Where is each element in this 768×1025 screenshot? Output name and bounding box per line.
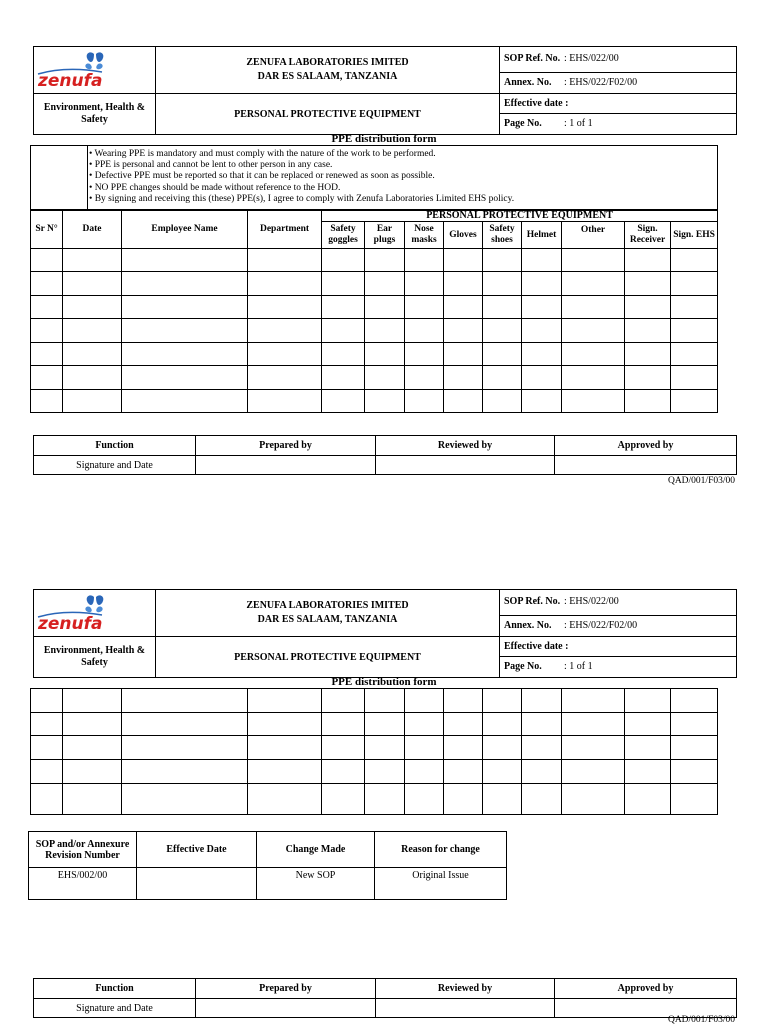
effective-date-header: Effective Date	[137, 832, 257, 868]
reviewed-by-label: Reviewed by	[376, 979, 555, 999]
table-row[interactable]	[31, 760, 718, 784]
table-row[interactable]	[31, 343, 718, 366]
col-sign-ehs: Sign. EHS	[671, 222, 718, 249]
ppe-group-header: PERSONAL PROTECTIVE EQUIPMENT	[322, 210, 718, 222]
table-row[interactable]	[31, 736, 718, 760]
sop-ref-value: : EHS/022/00	[564, 53, 619, 64]
table-row[interactable]	[31, 272, 718, 296]
signature-table	[33, 435, 737, 475]
table-row[interactable]	[31, 296, 718, 319]
zenufa-logo	[36, 50, 106, 92]
table-row[interactable]	[31, 366, 718, 390]
sop-ref-value: : EHS/022/00	[564, 596, 619, 607]
company-location: DAR ES SALAAM, TANZANIA	[257, 614, 398, 625]
table-row[interactable]	[31, 713, 718, 736]
form-reference: QAD/001/F03/00	[667, 476, 735, 486]
sop-info-bottom	[500, 637, 737, 678]
company-name: ZENUFA LABORATORIES IMITED	[246, 57, 409, 68]
col-sign-receiver: Sign. Receiver	[625, 222, 671, 249]
col-other: Other	[562, 222, 625, 249]
sop-info-top	[500, 47, 737, 94]
page1-header-table	[33, 46, 737, 135]
col-sr-no: Sr N°	[31, 210, 63, 249]
sop-info-bottom	[500, 94, 737, 135]
annex-row	[500, 616, 736, 636]
department-label: Environment, Health & Safety	[34, 94, 156, 135]
page-no-label: Page No.	[504, 661, 542, 672]
annex-label: Annex. No.	[504, 620, 552, 631]
approved-by-signature[interactable]	[555, 456, 737, 475]
annex-label: Annex. No.	[504, 77, 552, 88]
ppe-continuation-table	[30, 688, 718, 815]
document-title: PERSONAL PROTECTIVE EQUIPMENT	[156, 94, 500, 135]
svg-text:zenufa: zenufa	[38, 614, 103, 634]
company-name: ZENUFA LABORATORIES IMITED	[246, 600, 409, 611]
table-row[interactable]	[31, 249, 718, 272]
note-item: • By signing and receiving this (these) PPE(s), I agree to comply with Zenufa Laboratories Limited EHS policy.	[89, 193, 515, 204]
approved-by-label: Approved by	[555, 436, 737, 456]
table-row[interactable]	[31, 390, 718, 413]
table-row[interactable]	[31, 319, 718, 343]
reviewed-by-signature[interactable]	[376, 456, 555, 475]
effective-date-value	[137, 868, 257, 900]
page2-header-table	[33, 589, 737, 678]
col-department: Department	[248, 210, 322, 249]
form-reference: QAD/001/F03/00	[667, 1015, 735, 1025]
note-item: • PPE is personal and cannot be lent to other person in any case.	[89, 160, 333, 171]
col-nose-masks: Nose masks	[405, 222, 444, 249]
company-location: DAR ES SALAAM, TANZANIA	[257, 71, 398, 82]
annex-value: : EHS/022/F02/00	[564, 77, 638, 88]
table-row[interactable]	[31, 689, 718, 713]
company-title	[156, 47, 500, 94]
sop-ref-row	[500, 47, 736, 73]
logo-cell	[34, 47, 156, 94]
company-title	[156, 590, 500, 637]
col-date: Date	[63, 210, 122, 249]
table-row[interactable]	[31, 784, 718, 815]
col-employee-name: Employee Name	[122, 210, 248, 249]
signature-table	[33, 978, 737, 1018]
col-ear-plugs: Ear plugs	[365, 222, 405, 249]
reviewed-by-label: Reviewed by	[376, 436, 555, 456]
ppe-distribution-table	[30, 209, 718, 413]
effective-date-row	[500, 637, 736, 657]
notes-list	[89, 149, 715, 205]
sop-ref-row	[500, 590, 736, 616]
signature-date-label: Signature and Date	[34, 999, 196, 1018]
prepared-by-signature[interactable]	[196, 999, 376, 1018]
effective-date-row	[500, 94, 736, 114]
department-label: Environment, Health & Safety	[34, 637, 156, 678]
document-title: PERSONAL PROTECTIVE EQUIPMENT	[156, 637, 500, 678]
page-no-label: Page No.	[504, 118, 542, 129]
sop-ref-label: SOP Ref. No.	[504, 596, 561, 607]
page-no-row	[500, 657, 736, 677]
reviewed-by-signature[interactable]	[376, 999, 555, 1018]
change-made-value: New SOP	[257, 868, 375, 900]
effective-date-label: Effective date :	[504, 641, 569, 652]
zenufa-logo	[36, 593, 106, 635]
sop-ref-label: SOP Ref. No.	[504, 53, 561, 64]
function-label: Function	[34, 979, 196, 999]
col-helmet: Helmet	[522, 222, 562, 249]
note-item: • Defective PPE must be reported so that it can be replaced or renewed as soon as possible.	[89, 171, 435, 182]
function-label: Function	[34, 436, 196, 456]
note-item: • NO PPE changes should be made without reference to the HOD.	[89, 182, 341, 193]
note-item: • Wearing PPE is mandatory and must comply with the nature of the work to be performed.	[89, 149, 436, 159]
annex-value: : EHS/022/F02/00	[564, 620, 638, 631]
prepared-by-label: Prepared by	[196, 979, 376, 999]
reason-for-change-header: Reason for change	[375, 832, 507, 868]
revision-history-table	[28, 831, 507, 900]
col-gloves: Gloves	[444, 222, 483, 249]
annex-row	[500, 73, 736, 93]
approved-by-label: Approved by	[555, 979, 737, 999]
prepared-by-label: Prepared by	[196, 436, 376, 456]
form-title: PPE distribution form	[331, 133, 437, 145]
effective-date-label: Effective date :	[504, 98, 569, 109]
page-no-value: : 1 of 1	[564, 118, 593, 129]
form-title: PPE distribution form	[331, 676, 437, 688]
prepared-by-signature[interactable]	[196, 456, 376, 475]
reason-for-change-value: Original Issue	[375, 868, 507, 900]
svg-text:zenufa: zenufa	[38, 71, 103, 91]
revision-number-header: SOP and/or Annexure Revision Number	[29, 832, 137, 868]
page-no-row	[500, 114, 736, 134]
logo-cell	[34, 590, 156, 637]
col-safety-goggles: Safety goggles	[322, 222, 365, 249]
col-safety-shoes: Safety shoes	[483, 222, 522, 249]
change-made-header: Change Made	[257, 832, 375, 868]
revision-number-value: EHS/002/00	[29, 868, 137, 900]
sop-info-top	[500, 590, 737, 637]
page-no-value: : 1 of 1	[564, 661, 593, 672]
signature-date-label: Signature and Date	[34, 456, 196, 475]
